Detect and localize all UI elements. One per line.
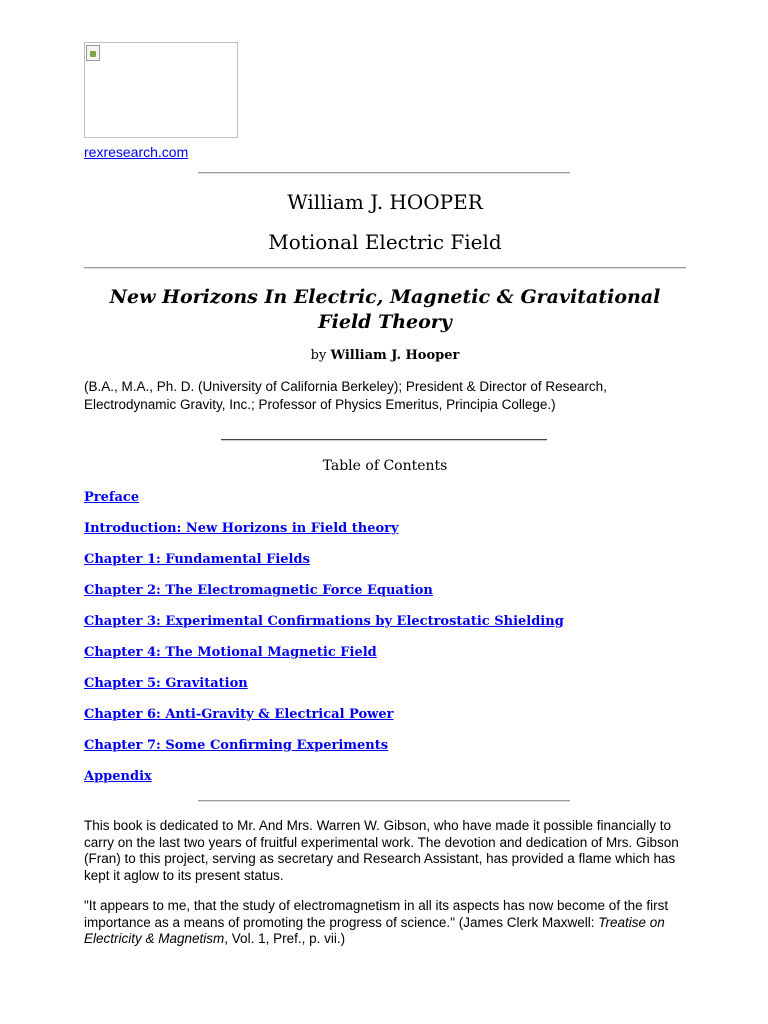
subject-heading: Motional Electric Field	[268, 230, 502, 254]
toc-link-chapter-1[interactable]: Chapter 1: Fundamental Fields	[84, 552, 310, 567]
dedication-paragraph: This book is dedicated to Mr. And Mrs. Warren W. Gibson, who have made it possible financially to carry on the last two years of fruitful experimental work. The devotion and dedication of Mrs. Gibson (Fran) to this project, serving as secretary and Research Assistant, has provided a flame which has kept it aglow to its present status.	[84, 818, 679, 883]
toc-item	[84, 676, 564, 707]
toc-item	[84, 707, 564, 738]
toc-item	[84, 521, 564, 552]
toc-item	[84, 738, 564, 769]
toc-item	[84, 490, 564, 521]
toc-item	[84, 552, 564, 583]
quote-work-title: Treatise on Electricity & Magnetism	[84, 914, 665, 946]
toc-item	[84, 769, 564, 800]
toc-item	[84, 614, 564, 645]
toc-link-chapter-5[interactable]: Chapter 5: Gravitation	[84, 676, 248, 691]
toc-title: Table of Contents	[322, 458, 448, 474]
table-of-contents	[84, 490, 564, 800]
toc-link-introduction[interactable]: Introduction: New Horizons in Field theory	[84, 521, 399, 536]
site-home-link[interactable]: rexresearch.com	[84, 144, 189, 160]
author-credentials: (B.A., M.A., Ph. D. (University of California Berkeley); President & Director of Research, Electrodynamic Gravity, Inc.; Professor of Physics Emeritus, Principia College.)	[84, 379, 607, 412]
author-heading: William J. HOOPER	[287, 190, 483, 214]
maxwell-quote-paragraph	[84, 898, 686, 948]
toc-link-chapter-7[interactable]: Chapter 7: Some Confirming Experiments	[84, 738, 389, 753]
toc-item	[84, 645, 564, 676]
toc-link-chapter-4[interactable]: Chapter 4: The Motional Magnetic Field	[84, 645, 377, 660]
toc-link-chapter-2[interactable]: Chapter 2: The Electromagnetic Force Equation	[84, 583, 433, 598]
toc-link-appendix[interactable]: Appendix	[84, 769, 152, 784]
byline-prefix: by	[310, 348, 327, 363]
toc-link-preface[interactable]: Preface	[84, 490, 140, 505]
toc-link-chapter-6[interactable]: Chapter 6: Anti-Gravity & Electrical Power	[84, 707, 394, 722]
byline	[84, 348, 686, 363]
dedication-divider	[198, 800, 570, 802]
broken-image-icon	[86, 45, 100, 61]
toc-item	[84, 583, 564, 614]
toc-divider	[221, 439, 547, 441]
quote-citation: , Vol. 1, Pref., p. vii.)	[224, 931, 346, 946]
quote-text: "It appears to me, that the study of electromagnetism in all its aspects has now become of the first importance as a means of promoting the progress of science." (James Clerk Maxwell:	[84, 898, 669, 930]
title-divider	[84, 267, 686, 269]
byline-author: William J. Hooper	[330, 348, 460, 363]
book-title: New Horizons In Electric, Magnetic & Gravitational Field Theory	[109, 286, 661, 333]
toc-link-chapter-3[interactable]: Chapter 3: Experimental Confirmations by Electrostatic Shielding	[84, 614, 564, 629]
broken-image-placeholder[interactable]	[84, 42, 238, 138]
top-divider	[198, 172, 570, 174]
